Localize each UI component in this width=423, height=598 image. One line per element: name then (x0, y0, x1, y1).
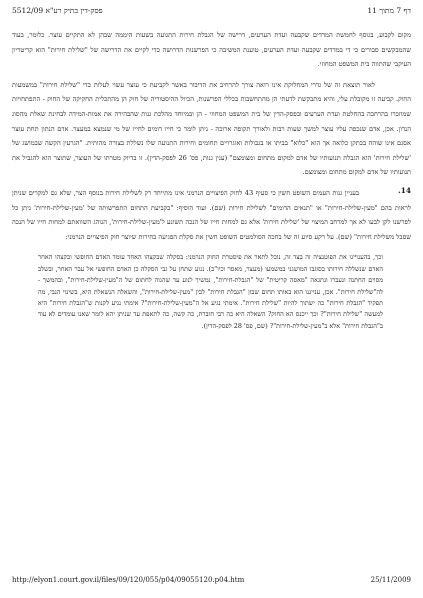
page-number-label: דף 7 מתוך 11 (367, 6, 411, 15)
paragraph-2: לאור תוצאת זה של גדרי המחלוקת אינו רואה צורך להרחיב את הדיבור באשר לקביעת כי עוצר עשוי לעלות כדי "שלילת חירות" במשמעות החוק. קביעה זו מקובלת עלי, והיא מתבקשת לדעתי הן מהתחשבות בכללי הפרשנות, הכיול ההיסטוריה של חוק הן מהתכלית החקיקה של החוק - התפתחויות שמוזכרו בהרחבה בהחלטת ועדת הערעים ובפסק-הדין של בית המשפט המחוזי - הן ובמיוחד מהלכת גנות שהבהירה את אמות-המידה לבחינת שאלת מהסוג הנדון. אכן, אדם שנכפה עליו עוצר למשך שעות רבות ולאורך תקופה ארוכה - ניתן לומר כי חייו דומים לחייו של מי שנמצא במעצר. אדם הנתון תחת עוצר אסגם אינו שוהה בכתקן כלואה אך הוא "כלוא" בביתו או בגבולות ואוגרויים תחומים וחירות התנועה שלו נשללת בצורה מהותית. "הגרעין הקשה שבמושג של 'שלילת חירות' הוא הגבלת תנועותיו של אדם למקום מתחום ומצומצם" (ענין גנות, פס' 26 לפסק-הדין). זו בדיוק מטרתו של העוצר, שתוצר הוא להגביל את תנועותיו של אדם למקום מתחום ומצומצם. (12, 80, 412, 177)
paragraph-1: מקום לקבוע, בגוסף לחמשת המדדים שקבעה ועדת הערעים, דרישה של הגבלת חירות התגועה בשעות היממה שבהן לא התקיים עוצר. כלומר, בעוד שהמבקשים סבורים כי די במדדים שקבעה ועדת הערעים, טוענת המשיבה כי הפרשנות הדרושה כדי לקיים את הדרישה של "שלילת חירות" הוא קריטריון העיקבי שהתווה בית המשפט המחוזי. (12, 31, 411, 69)
source-url[interactable]: http://elyon1.court.gov.il/files/09/120/055/p04/09055120.p04.htm (12, 576, 245, 584)
page-header (12, 6, 411, 20)
paragraph-number: 14. (398, 185, 411, 195)
page-footer (12, 576, 411, 588)
paragraph-3: בעניין גנות העמים השופט חשין כי סעיף 43 לחוק הפיצויים הנרמני אינו מתייחד רק לשלילת חירות בנוסף הצר, שלא גם למקרים שניתן לראות בהם "מעין-שלילת-חירות" או "תנאים הדומים" לשלילת חירות (שם). ועוד הוסיף: "בקביעת התחום התפרשותה של 'מעין-שלילת-חירות' ניתן כל לפרשנו לקן לבעו לא אך למרחב המיצוי של 'שלילת חירות' אלא גם למחות חייו של הנכה תשונע ל'מעין-שלילת-חירות', הנוהג השוואתם למחות חייו של הנכה שסבל משלילת חירות" (שם). על רקע סיוע זה של בחכה הסולמטים השופט חשין את סקלת הפגיעה בחירות שיוצר חוק הפיצויים הנרמני: (12, 188, 411, 241)
document-body (12, 28, 411, 332)
numbered-paragraph-14 (12, 186, 411, 244)
block-quote: וכך, בהענויינו את הפוטנציה זה בצד זה, נוכל לתאר את פיסטרת החוק הנרמני: בסקלה שבקצהו האחד עומד האדם החופשי ובקצהו האחר האדם שנשללה חירותו בסוגבו המושגני במשמעו (מעצר, מאסר וכיו"ב). נגוע שתחן על גבי הסקלה כן האדם החופשי אל עבר האחר, ובשלב מסוים החתנה ונעברו ונתגאה "מאסה קריטית" של "הגבלת-חירות", נמשיך לנוע עד שהגוה לחתום של ה"מעין-שלילת-חירות", ובהמשך - לה"שלילת חירות". אכן, ענייננו הוא באותו תחום שבון "הגבלת חירות" לבין "מעין-שלילת-חירות", והשאלה הנשאלת היא, בשינוי הנבי, מה תפקיד "הגבלת חירות" כה ישתוך להיות "שלילת חירות". אימתי נגיע אל ה"מעין-שלילת-חירות"? אימתי נגיע לקנות ש"הגבלת חירות" היא למעשה "שלילת חירות"? וכך ייכנס הא החוק? השאלה היא כה רבי חוברת, כה קשה, כה לתאפת עד שניתן יהא לומר שאנו עומדים לא עוד ב"הגבלת חירות" אלא ב"מעין-שלילת-חירות"? (שם, פס' 28 לפסק-הדין). (38, 253, 383, 330)
print-date: 25/11/2009 (370, 576, 411, 584)
case-reference: 5512/09 פסק-דין בתיק רע"א (12, 6, 103, 15)
